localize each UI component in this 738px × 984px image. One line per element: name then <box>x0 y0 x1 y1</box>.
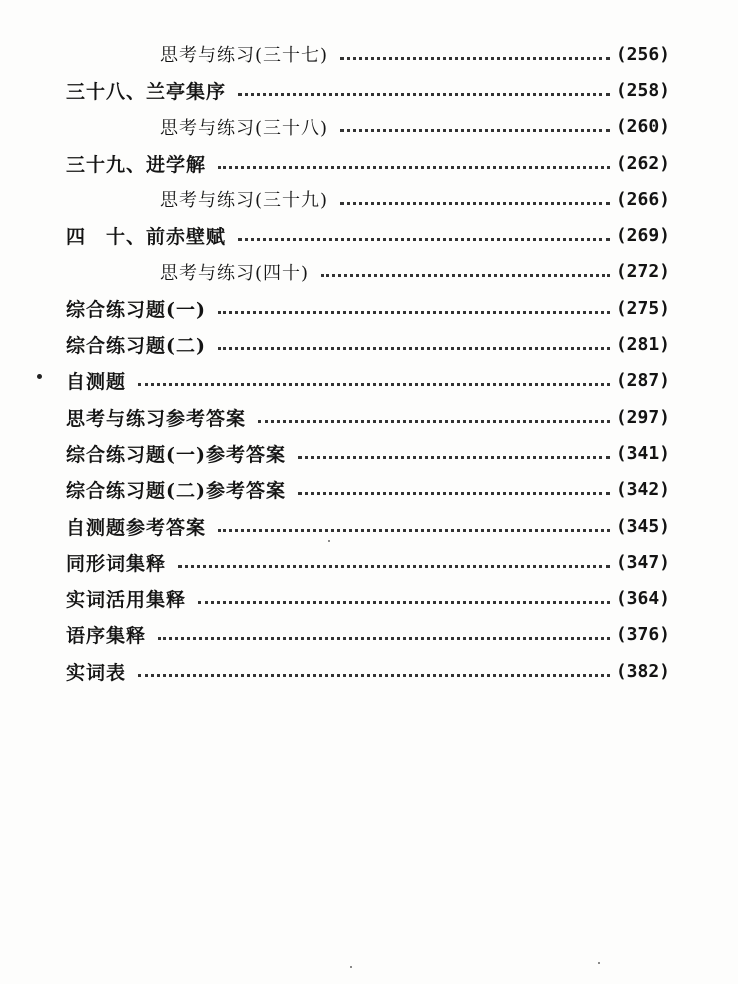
dot-leader <box>238 238 610 241</box>
toc-entry <box>0 326 738 362</box>
dot-leader <box>218 347 610 350</box>
toc-entry-title: 同形词集释 <box>66 552 167 575</box>
toc-entry <box>0 217 738 253</box>
toc-entry-title: 综合练习题(一)参考答案 <box>66 443 286 466</box>
toc-entry <box>0 72 738 108</box>
toc-entry-title: 思考与练习(四十) <box>160 262 310 284</box>
toc-page-number: (341) <box>615 442 670 464</box>
toc-entry-title: 语序集释 <box>66 625 147 648</box>
toc-entry-title: 三十八、兰亭集序 <box>66 80 227 103</box>
table-of-contents <box>0 36 738 689</box>
dot-leader <box>218 166 610 169</box>
toc-page-number: (262) <box>615 152 670 174</box>
toc-entry-title: 综合练习题(一) <box>66 298 206 321</box>
toc-entry <box>0 145 738 181</box>
dot-leader <box>340 129 610 132</box>
toc-page-number: (256) <box>615 43 670 65</box>
toc-entry <box>0 580 738 616</box>
paper-speck <box>598 962 600 964</box>
dot-leader <box>321 274 610 277</box>
toc-entry <box>0 399 738 435</box>
toc-entry-title: 实词活用集释 <box>66 589 187 612</box>
toc-page-number: (266) <box>615 188 670 210</box>
toc-entry <box>0 617 738 653</box>
toc-page-number: (364) <box>615 588 670 610</box>
toc-entry <box>0 290 738 326</box>
toc-page-number: (376) <box>615 624 670 646</box>
toc-page-number: (258) <box>615 79 670 101</box>
toc-page-number: (297) <box>615 406 670 428</box>
paper-speck <box>328 540 330 542</box>
dot-leader <box>218 529 610 532</box>
toc-entry-title: 思考与练习参考答案 <box>66 407 247 430</box>
toc-entry <box>0 435 738 471</box>
toc-subentry <box>0 254 738 290</box>
toc-subentry <box>0 36 738 72</box>
dot-leader <box>340 202 610 205</box>
toc-entry-title: 三十九、进学解 <box>66 153 207 176</box>
toc-page-number: (275) <box>615 297 670 319</box>
toc-entry-title: 综合练习题(二) <box>66 335 206 358</box>
dot-leader <box>218 311 610 314</box>
dot-leader <box>298 492 610 495</box>
toc-page-number: (281) <box>615 334 670 356</box>
toc-entry-title: 实词表 <box>66 661 127 684</box>
dot-leader <box>238 93 610 96</box>
dot-leader <box>258 420 610 423</box>
toc-entry-title: 四 十、前赤壁赋 <box>66 226 227 249</box>
toc-page-number: (345) <box>615 515 670 537</box>
paper-speck <box>350 966 352 968</box>
toc-entry-title: 思考与练习(三十八) <box>160 117 329 139</box>
toc-page-number: (342) <box>615 479 670 501</box>
toc-entry <box>0 508 738 544</box>
toc-entry <box>0 472 738 508</box>
toc-page-number: (347) <box>615 551 670 573</box>
toc-page-number: (269) <box>615 225 670 247</box>
dot-leader <box>340 57 610 60</box>
dot-leader <box>178 565 610 568</box>
toc-subentry <box>0 109 738 145</box>
toc-subentry <box>0 181 738 217</box>
dot-leader <box>138 383 610 386</box>
dot-leader <box>198 601 610 604</box>
toc-page-number: (272) <box>615 261 670 283</box>
toc-entry <box>0 363 738 399</box>
toc-page-number: (382) <box>615 660 670 682</box>
toc-entry-title: 思考与练习(三十七) <box>160 45 329 67</box>
toc-entry <box>0 653 738 689</box>
toc-entry-title: 思考与练习(三十九) <box>160 190 329 212</box>
toc-page-number: (287) <box>615 370 670 392</box>
toc-page-number: (260) <box>615 116 670 138</box>
dot-leader <box>298 456 610 459</box>
dot-leader <box>158 637 610 640</box>
toc-entry-title: 综合练习题(二)参考答案 <box>66 480 286 503</box>
toc-entry-title: 自测题 <box>66 371 127 394</box>
stray-ink-mark <box>37 374 42 379</box>
toc-entry <box>0 544 738 580</box>
dot-leader <box>138 674 610 677</box>
toc-entry-title: 自测题参考答案 <box>66 516 207 539</box>
